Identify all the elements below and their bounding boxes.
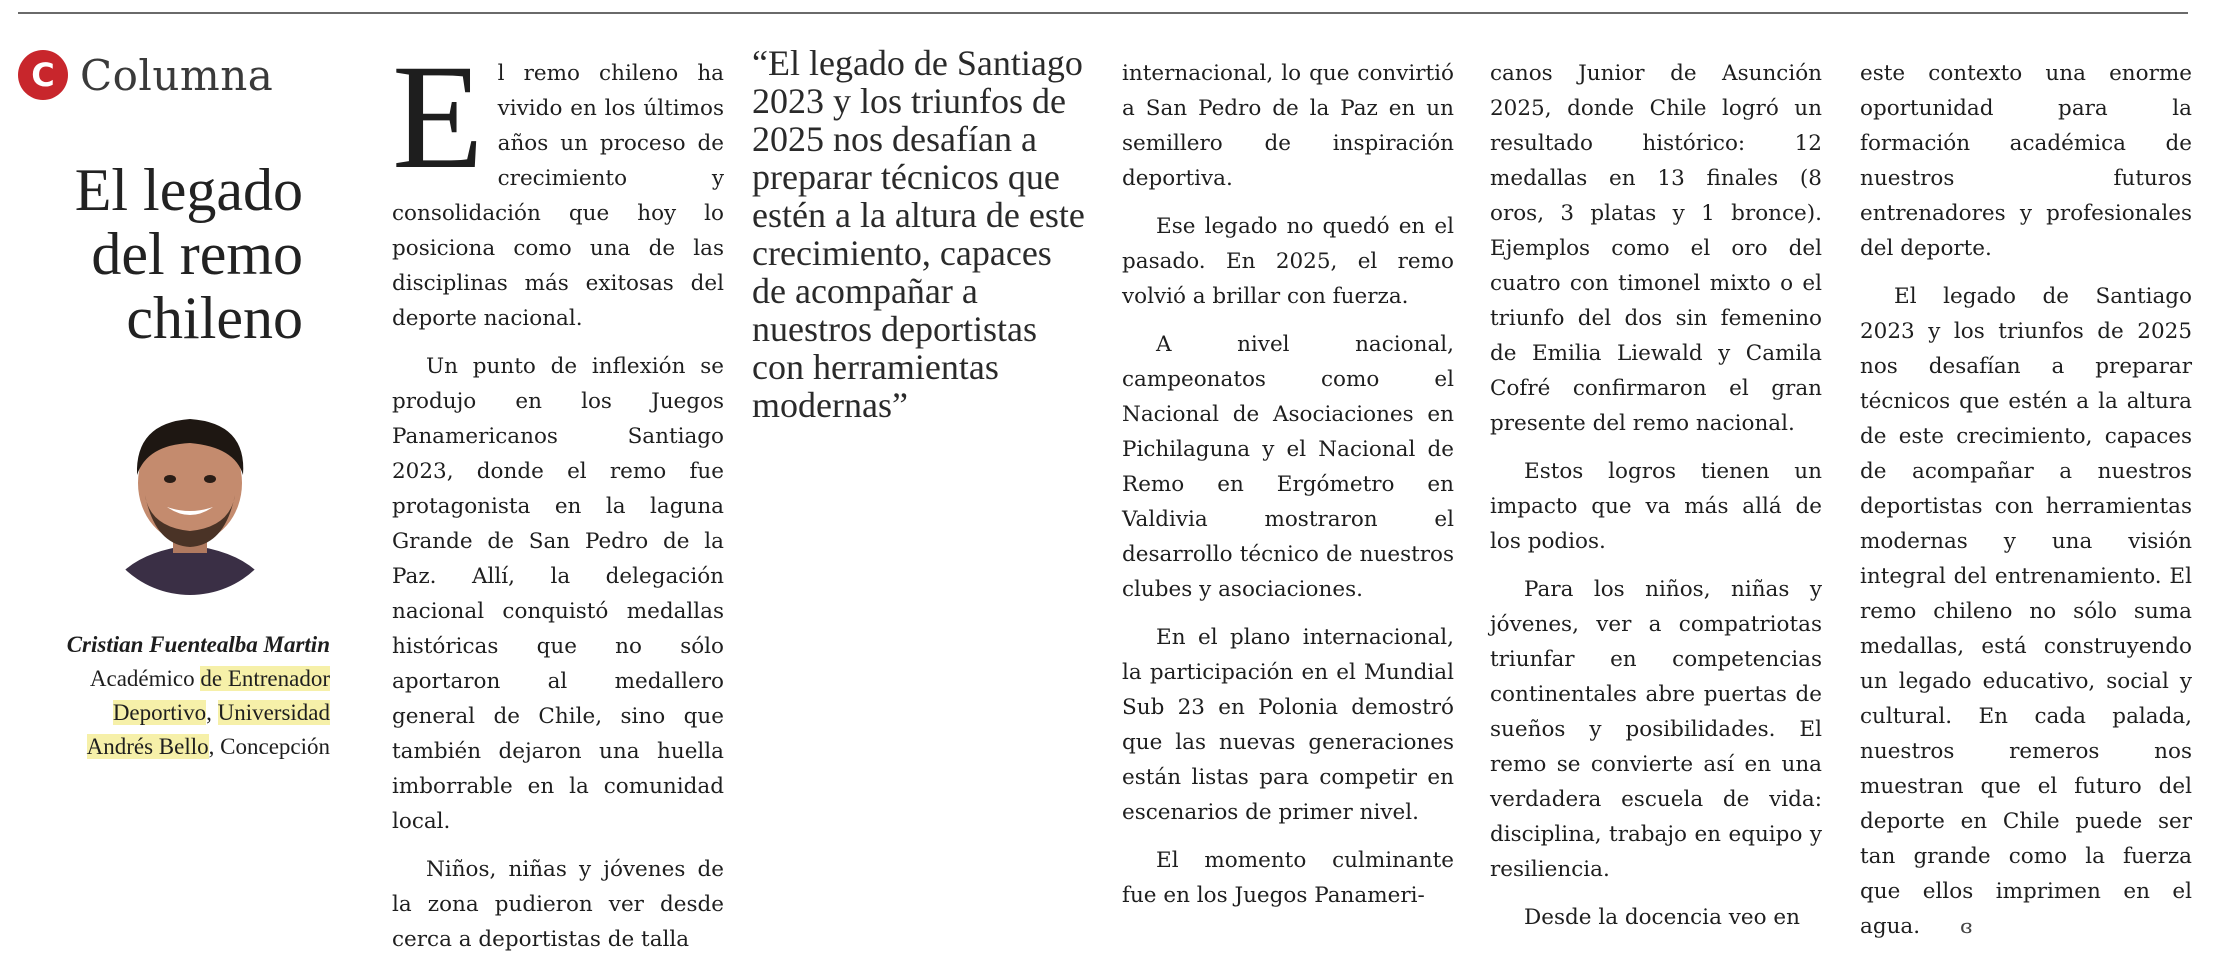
affiliation-highlight: Universidad	[217, 700, 330, 725]
top-rule	[18, 12, 2188, 14]
paragraph: canos Junior de Asunción 2025, donde Chile logró un resultado histórico: 12 medallas en 13 finales (8 oros, 3 platas y 1 bronce). Ejemplos como el oro del cuatro con timonel mixto o el triunfo del dos sin femenino de Emilia Liewald y Camila Cofré confirmaron el gran presente del remo nacional.	[1490, 61, 1822, 436]
paragraph: Para los niños, niñas y jóvenes, ver a compatriotas triunfar en competencias continentales abre puertas de sueños y posibilidades. El remo se convierte así en una verdadera escuela de vida: disciplina, trabajo en equipo y resiliencia.	[1490, 577, 1822, 882]
affiliation-highlight: Andrés Bello	[86, 734, 209, 759]
paragraph	[392, 34, 724, 336]
section-header	[18, 50, 328, 100]
paragraph: Ese legado no quedó en el pasado. En 2025, el remo volvió a brillar con fuerza.	[1122, 214, 1454, 309]
headline	[18, 158, 328, 350]
headline-line: chileno	[126, 285, 303, 351]
affiliation-highlight: de Entrenador	[200, 666, 330, 691]
affiliation-highlight: Deportivo	[112, 700, 207, 725]
author-affiliation	[18, 662, 330, 696]
body-column-5	[1860, 56, 2192, 944]
paragraph: internacional, lo que convirtió a San Pedro de la Paz en un semillero de inspiración deportiva.	[1122, 61, 1454, 191]
end-mark-icon: ɞ	[1960, 914, 1973, 938]
body-column-1	[392, 34, 724, 957]
author-name: Cristian Fuentealba Martin	[66, 632, 330, 657]
column-sidebar	[18, 50, 328, 350]
paragraph	[1860, 279, 2192, 944]
section-label: Columna	[80, 50, 274, 100]
paragraph-text: El legado de Santiago 2023 y los triunfos de 2025 nos desafían a preparar técnicos que estén a la altura de este crecimiento, capaces de acompañar a nuestros deportistas con herramientas modernas y una visión integral del entrenamiento. El remo chileno no sólo suma medallas, está construyendo un legado educativo, social y cultural. En cada palada, nuestros remeros nos muestran que el futuro del deporte en Chile puede ser tan grande como la fuerza que ellos imprimen en el agua.	[1860, 284, 2192, 939]
headline-line: El legado	[74, 157, 303, 223]
body-column-3	[1122, 56, 1454, 913]
paragraph: Estos logros tienen un impacto que va más allá de los podios.	[1490, 459, 1822, 554]
pull-quote: “El legado de Santiago 2023 y los triunfos de 2025 nos desafían a preparar técnicos que estén a la altura de este crecimiento, capaces de acompañar a nuestros deportistas con herramientas modernas”	[752, 43, 1085, 425]
section-badge: C	[18, 50, 68, 100]
paragraph: En el plano internacional, la participación en el Mundial Sub 23 en Polonia demostró que las nuevas generaciones están listas para competir en escenarios de primer nivel.	[1122, 625, 1454, 825]
paragraph-text: l remo chileno ha vivido en los últimos años un proceso de crecimiento y consolidación que hoy lo posiciona como una de las disciplinas más exitosas del deporte nacional.	[392, 61, 724, 331]
affiliation-text: Académico	[89, 666, 201, 691]
headline-line: del remo	[91, 221, 303, 287]
paragraph: Un punto de inflexión se produjo en los Juegos Panamericanos Santiago 2023, donde el remo fue protagonista en la laguna Grande de San Pedro de la Paz. Allí, la delegación nacional conquistó medallas históricas que no sólo aportaron al medallero general de Chile, sino que también dejaron una huella imborrable en la comunidad local.	[392, 354, 724, 834]
paragraph: A nivel nacional, campeonatos como el Nacional de Asociaciones en Pichilaguna y el Nacional de Remo en Ergómetro en Valdivia mostraron el desarrollo técnico de nuestros clubes y asociaciones.	[1122, 332, 1454, 602]
author-affiliation	[18, 696, 330, 730]
body-column-4	[1490, 56, 1822, 935]
paragraph: El momento culminante fue en los Juegos Panameri-	[1122, 848, 1454, 908]
affiliation-text: , Concepción	[208, 734, 330, 759]
author-photo	[95, 395, 285, 605]
drop-cap: E	[392, 34, 484, 200]
affiliation-text: ,	[206, 700, 218, 725]
author-affiliation	[18, 730, 330, 764]
author-credit	[18, 628, 330, 764]
paragraph: este contexto una enorme oportunidad para la formación académica de nuestros futuros entrenadores y profesionales del deporte.	[1860, 61, 2192, 261]
paragraph: Niños, niñas y jóvenes de la zona pudieron ver desde cerca a deportistas de talla	[392, 857, 724, 952]
paragraph: Desde la docencia veo en	[1524, 905, 1800, 930]
